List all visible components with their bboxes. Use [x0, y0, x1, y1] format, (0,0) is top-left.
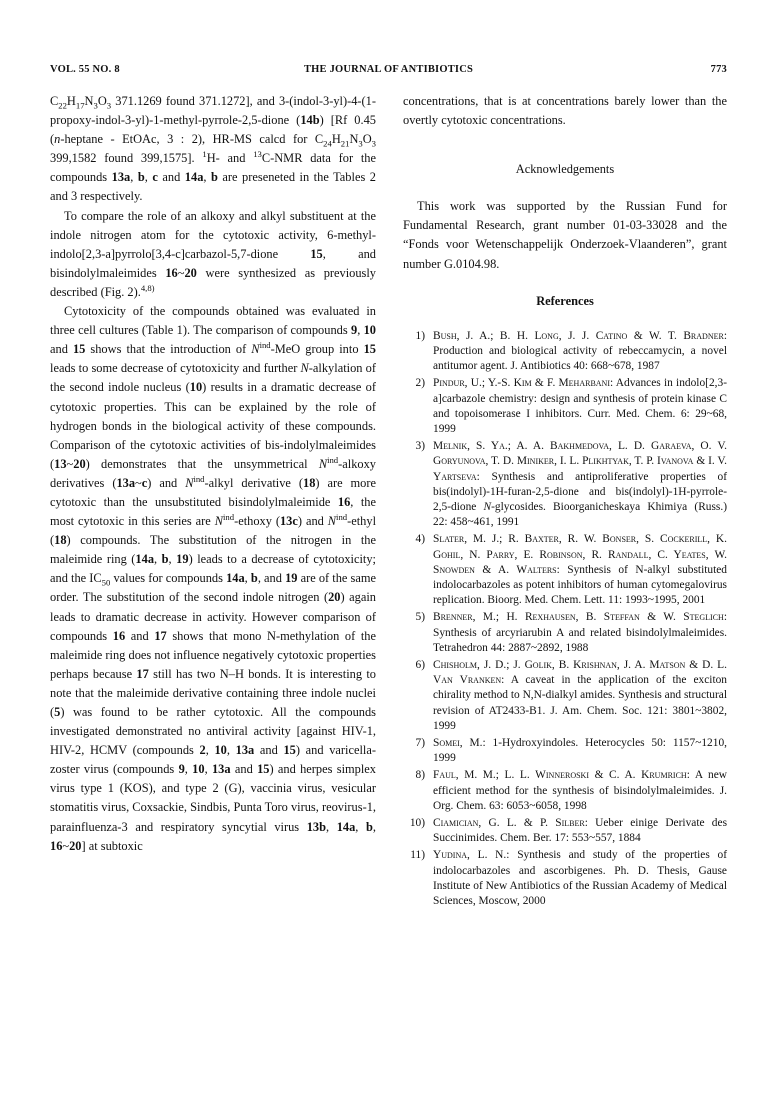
reference-number: 3): [415, 440, 425, 453]
paragraph-continuation: concentrations, that is at concentrations barely lower than the overtly cytotoxic concentrations.: [403, 94, 727, 128]
reference-item: [403, 439, 727, 530]
reference-number: 5): [415, 611, 425, 624]
references-title: References: [536, 293, 594, 308]
reference-number: 8): [415, 769, 425, 782]
reference-number: 7): [415, 737, 425, 750]
paragraph-synthesis: To compare the role of an alkoxy and alkyl substituent at the indole nitrogen atom for the cytotoxic activity, 6-methyl-indolo[2,3-a]pyrrolo[3,4-c]carbazol-5,7-dione 15, and bisindolylmaleimides 16~20 were synthesized as previously described (Fig. 2).$^{4,8)}$: [50, 208, 377, 299]
paragraph-compound-data: $C_{22}H_{17}N_3O_3$ 371.1269 found 371.1272], and 3-(indol-3-yl)-4-(1-propoxy-indol-3-yl)-1-methyl-pyrrole-2,5-dione (14b) [Rf 0.45 (n-heptane - EtOAc, 3 : 2), HR-MS calcd for $C_{24}H_{21}N_3O_3$ 399,1582 found 399,1575]. $^1$H- and $^{13}$C-NMR data for the compounds 13a, b, c and 14a, b are preseneted in the Tables 2 and 3 respectively.: [50, 94, 376, 204]
reference-text: Brenner, M.; H. Rexhausen, B. Steffan & W. Steglich: Synthesis of arcyriarubin A and related bisindolylmaleimides. Tetrahedron 44: 2887~2892, 1988: [433, 611, 727, 654]
journal-title: THE JOURNAL OF ANTIBIOTICS: [303, 64, 474, 75]
paragraph-cytotoxicity: Cytotoxicity of the compounds obtained was evaluated in three cell cultures (Table 1). The comparison of compounds 9, 10 and 15 shows that the introduction of $N^{ind}$-MeO group into 15 leads to some decrease of cytotoxicity and further N-alkylation of the second indole nucleus (10) results in a dramatic decrease of cytotoxic properties. This can be explained by the role of hydrogen bonds in the biological activity of these compounds. Comparison of the cytotoxic activities of bis-indolylmaleimides (13~20) demonstrates that the unsymmetrical $N^{ind}$-alkoxy derivatives (13a~c) and $N^{ind}$-alkyl derivative (18) are more cytotoxic than the unsubstituted bisindolylmaleimide 16, the most cytotoxic in this series are $N^{ind}$-ethoxy (13c) and $N^{ind}$-ethyl (18) compounds. The substitution of the nitrogen in the maleimide ring (14a, b, 19) leads to a decrease of cytotoxicity; and the $IC_{50}$ values for compounds 14a, b, and 19 are of the same order. The substitution of the second indole nitrogen (20) again leads to dramatic decrease in activity. However comparison of compounds 16 and 17 shows that mono N-methylation of the maleimide ring does not influence negatively cytotoxic properties perhaps because 17 still has two N–H bonds. It is interesting to note that the maleimide derivative containing three indole nuclei (5) was found to be rather cytotoxic. All the compounds investigated demonstrated no antiviral activity [against HIV-1, HIV-2, HCMV (compounds 2, 10, 13a and 15) and varicella-zoster virus (compounds 9, 10, 13a and 15) and herpes simplex virus type 1 (KOS), and type 2 (G), vaccinia virus, vesicular stomatitis virus, Coxsackie, Sindbis, Punta Toro virus, reovirus-1, parainfluenza-3 and respiratory syncytial virus 13b, 14a, b, 16~20] at subtoxic: [50, 304, 377, 853]
reference-text: Somei, M.: 1-Hydroxyindoles. Heterocycles 50: 1157~1210, 1999: [433, 737, 727, 765]
reference-item: [403, 610, 727, 656]
right-column: [403, 92, 727, 911]
reference-item: [403, 768, 727, 814]
left-column: [50, 92, 376, 856]
reference-text: Faul, M. M.; L. L. Winneroski & C. A. Krumrich: A new efficient method for the synthesis of bisindolylmaleimides. J. Org. Chem. 63: 6053~6058, 1998: [433, 769, 727, 812]
reference-item: [403, 532, 727, 608]
reference-text: Yudina, L. N.: Synthesis and study of the properties of indolocarbazoles and ascorbigenes. Ph. D. Thesis, Gause Institute of New Antibiotics of the Russian Academy of Medical Sciences, Moscow, 2000: [433, 849, 728, 908]
reference-text: Bush, J. A.; B. H. Long, J. J. Catino & W. T. Bradner: Production and biological activity of rebeccamycin, a novel antitumor agent. J. Antibiotics 40: 668~678, 1987: [433, 329, 727, 373]
reference-item: [403, 848, 727, 909]
reference-number: 2): [415, 377, 425, 390]
reference-item: [403, 658, 727, 734]
reference-text: Melnik, S. Ya.; A. A. Bakhmedova, L. D. Garaeva, O. V. Goryunova, T. D. Miniker, I. L. Plikhtyak, T. P. Ivanova & I. V. Yartseva: Synthesis and antiproliferative properties of bis(indolyl)-1H-furan-2,5-dione and bis(indolyl)-1H-pyrrole-2,5-dione N-glycosides. Bioorganicheskaya Khimiya (Russ.) 22: 458~461, 1991: [433, 440, 727, 529]
reference-number: 4): [415, 533, 425, 546]
reference-item: [403, 376, 727, 437]
reference-list: [403, 329, 727, 910]
reference-text: Chisholm, J. D.; J. Golik, B. Krishnan, J. A. Matson & D. L. Van Vranken: A caveat in the application of the exciton chirality method to N,N-dialkyl amides. Synthesis and structural revision of AT2433-B1. J. Am. Chem. Soc. 121: 3801~3802, 1999: [433, 659, 727, 732]
reference-number: 10): [409, 817, 425, 830]
volume-label: VOL. 55 NO. 8: [50, 64, 120, 75]
acknowledgements-text: This work was supported by the Russian Fund for Fundamental Research, grant number 01-03-33028 and the “Fonds voor Wetenschappelijk Onderzoek-Vlaanderen”, grant number G.0104.98.: [403, 199, 727, 271]
running-header: [50, 64, 727, 82]
reference-text: Ciamician, G. L. & P. Silber: Ueber einige Derivate des Succinimides. Chem. Ber. 17: 553~557, 1884: [433, 817, 727, 845]
reference-number: 11): [410, 849, 425, 862]
reference-item: [403, 816, 727, 846]
acknowledgements-title: Acknowledgements: [515, 162, 615, 177]
reference-number: 1): [415, 329, 425, 342]
reference-item: [403, 329, 727, 375]
page-number: 773: [710, 64, 727, 75]
reference-number: 6): [415, 659, 425, 672]
reference-text: Pindur, U.; Y.-S. Kim & F. Meharbani: Advances in indolo[2,3-a]carbazole chemistry: design and synthesis of protein kinase C and topoisomerase I inhibitors. Curr. Med. Chem. 6: 29~68, 1999: [433, 377, 727, 435]
reference-item: [403, 736, 727, 766]
reference-text: Slater, M. J.; R. Baxter, R. W. Bonser, S. Cockerill, K. Gohil, N. Parry, E. Robinson, R. Randall, C. Yeates, W. Snowden & A. Walters: Synthesis of N-alkyl substituted indolocarbazoles as potent inhibitors of human cytomegalovirus replication. Bioorg. Med. Chem. Lett. 11: 1993~1995, 2001: [433, 533, 728, 607]
